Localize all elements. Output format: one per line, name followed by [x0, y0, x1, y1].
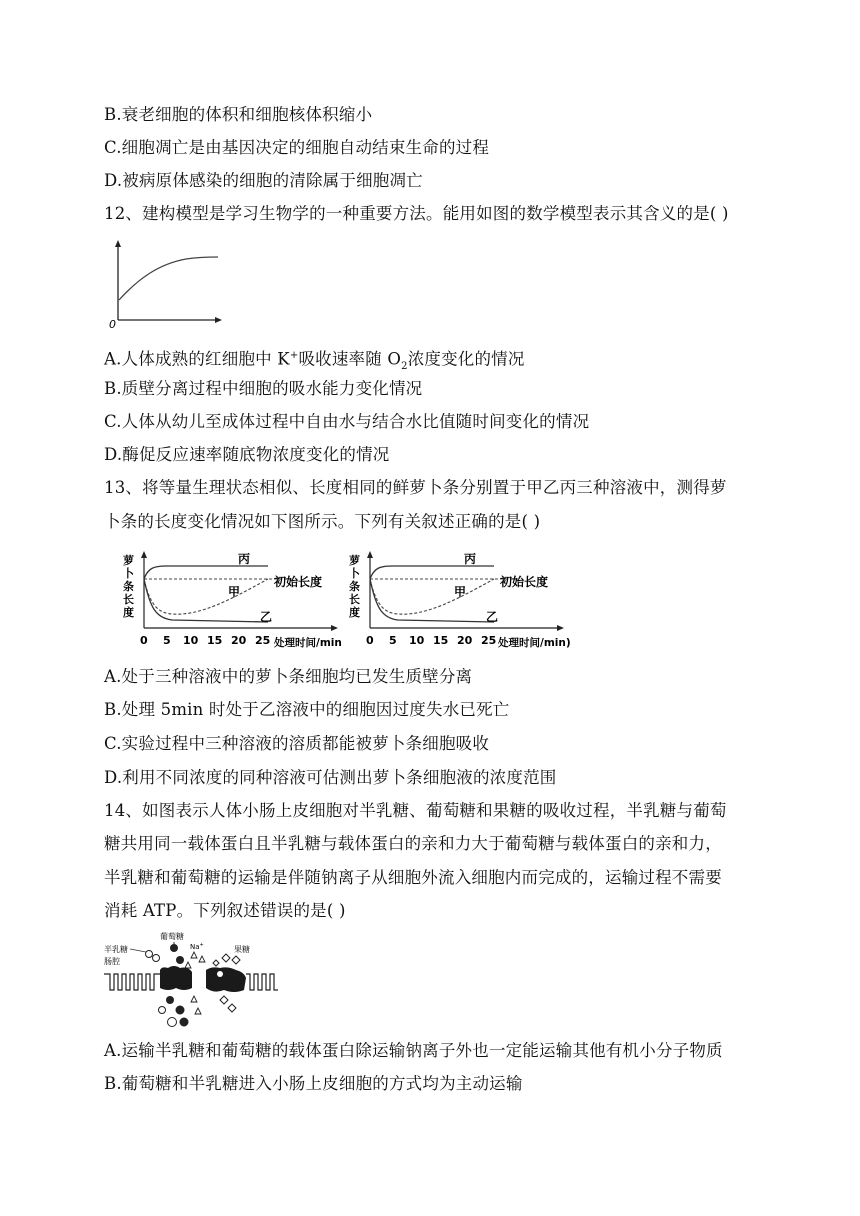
- fig13-right-label-bing: 丙: [464, 552, 477, 566]
- fig13-left-ylabel-1: 萝: [123, 554, 134, 567]
- fig13-left-tick-10: 10: [183, 634, 199, 647]
- fig13-right-tick-0: 0: [366, 634, 374, 647]
- question-14-line-1: 14、如图表示人体小肠上皮细胞对半乳糖、葡萄糖和果糖的吸收过程，半乳糖与葡萄: [104, 801, 727, 820]
- fig13-right-label-yi: 乙: [486, 610, 499, 624]
- fig13-right-tick-15: 15: [433, 634, 449, 647]
- fig13-right-baseline-label: 初始长度: [500, 575, 549, 589]
- fig13-right-tick-5: 5: [389, 634, 397, 647]
- fig13-right-ylabel-3: 条: [349, 580, 360, 593]
- fig13-right-ylabel-5: 度: [349, 606, 360, 619]
- fig14-glucose-molecule: [170, 944, 178, 952]
- fig14-label-glucose: 葡萄糖: [160, 932, 184, 941]
- option-13c: C.实验过程中三种溶液的溶质都能被萝卜条细胞吸收: [104, 734, 490, 753]
- figure-13-left-graph: [120, 550, 345, 652]
- question-13-line-1: 13、将等量生理状态相似、长度相同的鲜萝卜条分别置于甲乙丙三种溶液中，测得萝: [104, 478, 727, 497]
- option-13b: B.处理 5min 时处于乙溶液中的细胞因过度失水已死亡: [104, 700, 510, 719]
- fig13-left-curve-jia: [144, 579, 268, 614]
- fig14-label-lumen: 肠腔: [104, 957, 120, 966]
- fig13-right-curve-jia: [370, 579, 494, 614]
- option-12b: B.质壁分离过程中细胞的吸水能力变化情况: [104, 379, 423, 398]
- fig14-sodium-ion: [191, 952, 197, 958]
- fig13-left-label-yi: 乙: [260, 610, 273, 624]
- fig12-curve: [119, 257, 218, 300]
- fig13-left-curve-bing: [144, 566, 268, 579]
- fig13-right-curve-yi: [370, 579, 494, 622]
- fig13-left-xlabel: 处理时间/min: [274, 637, 342, 649]
- option-12c: C.人体从幼儿至成体过程中自由水与结合水比值随时间变化的情况: [104, 412, 590, 431]
- option-11b: B.衰老细胞的体积和细胞核体积缩小: [104, 105, 373, 124]
- question-12: 12、建构模型是学习生物学的一种重要方法。能用如图的数学模型表示其含义的是( ): [104, 204, 729, 223]
- option-12a: A.人体成熟的红细胞中 K+吸收速率随 $O_2$浓度变化的情况: [104, 349, 525, 372]
- fig13-right-tick-10: 10: [409, 634, 425, 647]
- fig13-right-label-jia: 甲: [454, 585, 467, 599]
- figure-14-transport-diagram: [104, 930, 280, 1030]
- fig12-x-arrow: [215, 317, 222, 323]
- fig13-left-tick-5: 5: [163, 634, 171, 647]
- fig13-right-ylabel-1: 萝: [349, 554, 360, 567]
- fig13-left-tick-20: 20: [231, 634, 247, 647]
- fig13-right-ylabel-4: 长: [349, 593, 360, 606]
- fig13-left-ylabel-2: 卜: [123, 567, 134, 580]
- fig14-membrane-right: [246, 974, 278, 990]
- figure-13-right-graph: [346, 550, 576, 652]
- fig14-label-sodium: Na+: [190, 942, 204, 951]
- fig13-right-curve-bing: [370, 566, 494, 579]
- fig13-right-tick-20: 20: [457, 634, 473, 647]
- fig14-fructose-carrier: [206, 967, 246, 992]
- fig13-right-xlabel: 处理时间/min): [498, 637, 571, 649]
- question-14-line-4: 消耗 ATP。下列叙述错误的是( ): [104, 901, 346, 920]
- option-11c: C.细胞凋亡是由基因决定的细胞自动结束生命的过程: [104, 138, 490, 157]
- fig14-fructose-molecule: [222, 954, 230, 962]
- question-13-line-2: 卜条的长度变化情况如下图所示。下列有关叙述正确的是( ): [104, 512, 541, 531]
- option-11d: D.被病原体感染的细胞的清除属于细胞凋亡: [104, 171, 423, 190]
- question-14-line-2: 糖共用同一载体蛋白且半乳糖与载体蛋白的亲和力大于葡萄糖与载体蛋白的亲和力，: [104, 834, 722, 853]
- figure-12-graph: [104, 238, 224, 330]
- fig13-left-label-bing: 丙: [238, 552, 251, 566]
- fig14-label-galactose: 半乳糖: [104, 945, 128, 954]
- fig14-galactose-molecule: [146, 951, 153, 958]
- fig13-left-ylabel-3: 条: [123, 580, 134, 593]
- fig13-left-tick-15: 15: [207, 634, 223, 647]
- fig13-left-baseline-label: 初始长度: [274, 575, 323, 589]
- option-13d: D.利用不同浓度的同种溶液可估测出萝卜条细胞液的浓度范围: [104, 768, 557, 787]
- option-14a: A.运输半乳糖和葡萄糖的载体蛋白除运输钠离子外也一定能运输其他有机小分子物质: [104, 1041, 723, 1060]
- fig14-glucose-carrier: [160, 966, 192, 990]
- fig12-origin-label: 0: [109, 318, 116, 330]
- fig14-membrane-left: [104, 974, 160, 990]
- fig13-right-tick-25: 25: [481, 634, 497, 647]
- fig13-left-tick-25: 25: [255, 634, 271, 647]
- fig14-label-fructose: 果糖: [234, 945, 250, 954]
- option-13a: A.处于三种溶液中的萝卜条细胞均已发生质壁分离: [104, 667, 473, 686]
- question-14-line-3: 半乳糖和葡萄糖的运输是伴随钠离子从细胞外流入细胞内而完成的，运输过程不需要: [104, 868, 722, 887]
- fig13-left-label-jia: 甲: [228, 585, 241, 599]
- fig12-y-arrow: [115, 240, 121, 247]
- fig13-left-ylabel-5: 度: [123, 606, 134, 619]
- option-14b: B.葡萄糖和半乳糖进入小肠上皮细胞的方式均为主动运输: [104, 1074, 523, 1093]
- fig13-left-ylabel-4: 长: [123, 593, 134, 606]
- fig13-right-ylabel-2: 卜: [349, 567, 360, 580]
- fig13-left-tick-0: 0: [140, 634, 148, 647]
- option-12d: D.酶促反应速率随底物浓度变化的情况: [104, 445, 390, 464]
- fig13-left-curve-yi: [144, 579, 268, 622]
